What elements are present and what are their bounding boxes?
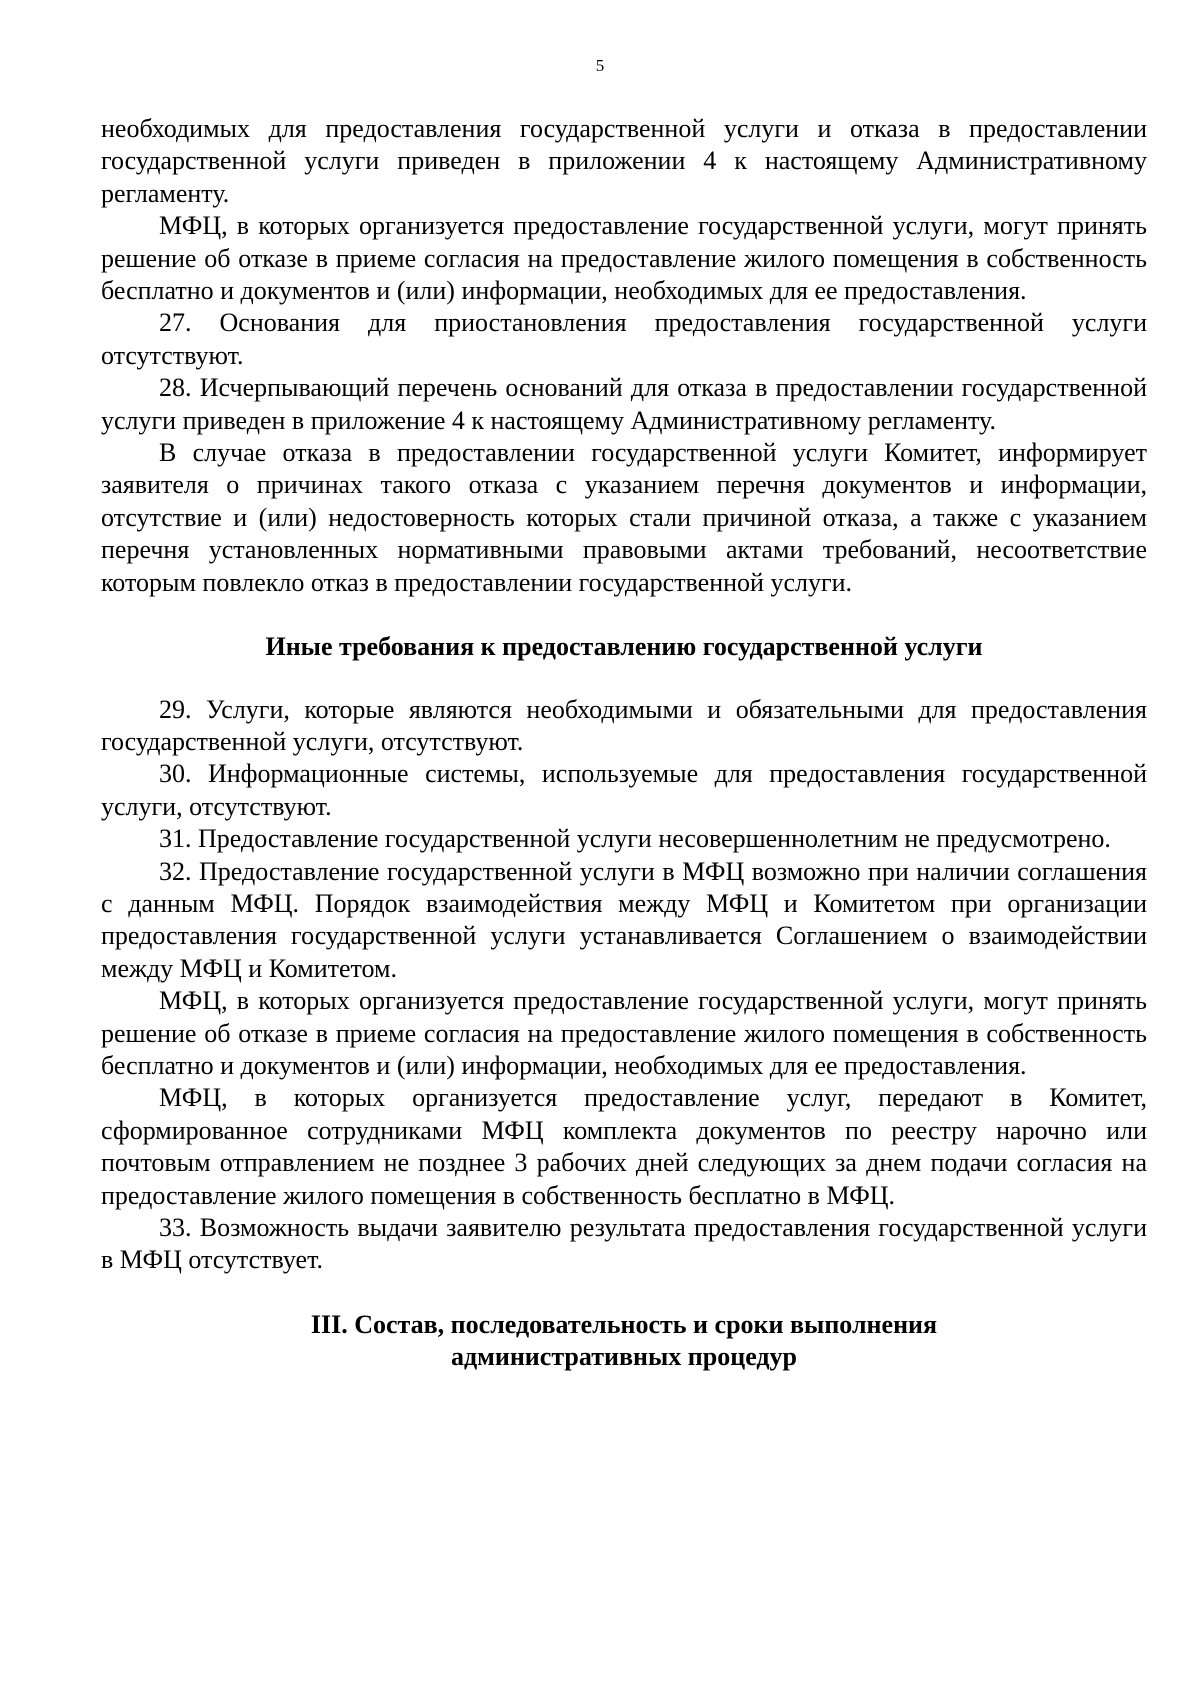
paragraph-31: 31. Предоставление государственной услуги несовершеннолетним не предусмотрено. (159, 824, 1111, 854)
paragraph-refusal-notice: В случае отказа в предоставлении государственной услуги Комитет, информирует заявителя о причинах такого отказа с указанием перечня документов и информации, отсутствие и (или) недостоверность которых стали причиной отказа, а также с указанием перечня установленных нормативными правовыми актами требований, несоответствие которым повлекло отказ в предоставлении государственной услуги. (101, 438, 1147, 597)
paragraph-33: 33. Возможность выдачи заявителю результата предоставления государственной услуги в МФЦ отсутствует. (101, 1213, 1147, 1275)
paragraph-27: 27. Основания для приостановления предоставления государственной услуги отсутствуют. (101, 308, 1147, 370)
heading-other-requirements: Иные требования к предоставлению государственной услуги (265, 632, 983, 662)
paragraph-mfc-refusal: МФЦ, в которых организуется предоставление государственной услуги, могут принять решение об отказе в приеме согласия на предоставление жилого помещения в собственность бесплатно и документов и (или) информации, необходимых для ее предоставления. (101, 211, 1147, 306)
paragraph-mfc-transfer: МФЦ, в которых организуется предоставление услуг, передают в Комитет, сформированное сотрудниками МФЦ комплекта документов по реестру нарочно или почтовым отправлением не позднее 3 рабочих дней следующих за днем подачи согласия на предоставление жилого помещения в собственность бесплатно в МФЦ. (101, 1083, 1147, 1210)
heading-section-3-line-1: III. Состав, последовательность и сроки выполнения (310, 1309, 938, 1339)
paragraph-30: 30. Информационные системы, используемые для предоставления государственной услуги, отсутствуют. (101, 759, 1147, 821)
paragraph-29: 29. Услуги, которые являются необходимыми и обязательными для предоставления государственной услуги, отсутствуют. (101, 694, 1147, 756)
paragraph-32: 32. Предоставление государственной услуги в МФЦ возможно при наличии соглашения с данным МФЦ. Порядок взаимодействия между МФЦ и Комитетом при организации предоставления государственной услуги устанавливается Соглашением о взаимодействии между МФЦ и Комитетом. (101, 856, 1147, 983)
paragraph-continuation: необходимых для предоставления государственной услуги и отказа в предоставлении государственной услуги приведен в приложении 4 к настоящему Административному регламенту. (101, 114, 1147, 208)
paragraph-28: 28. Исчерпывающий перечень оснований для отказа в предоставлении государственной услуги приведен в приложение 4 к настоящему Административному регламенту. (101, 373, 1147, 435)
heading-section-3 (101, 1309, 1147, 1374)
heading-section-3-line-2: административных процедур (450, 1342, 798, 1372)
page-number: 5 (595, 56, 605, 75)
document-body (101, 113, 1147, 1374)
paragraph-mfc-refusal-2: МФЦ, в которых организуется предоставление государственной услуги, могут принять решение об отказе в приеме согласия на предоставление жилого помещения в собственность бесплатно и документов и (или) информации, необходимых для ее предоставления. (101, 986, 1147, 1080)
